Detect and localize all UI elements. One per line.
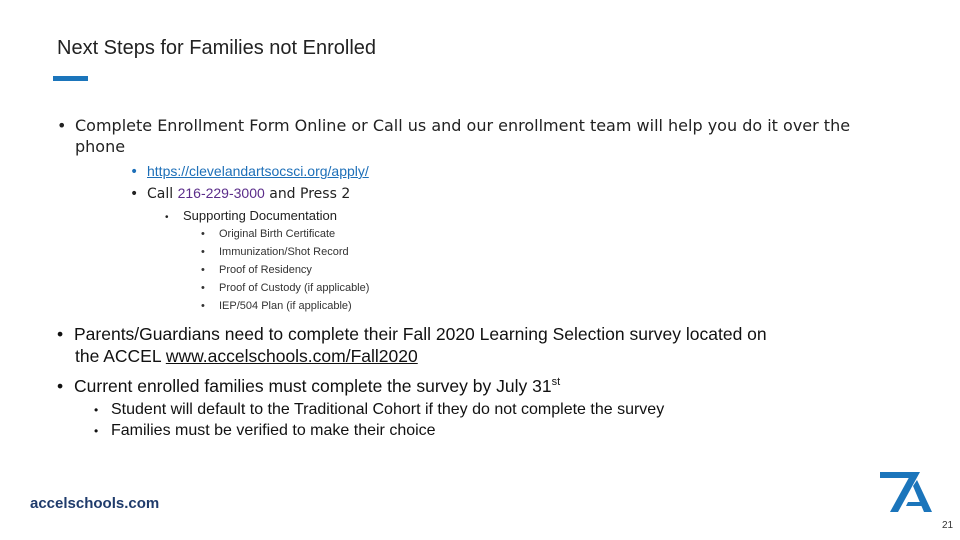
page-number: 21: [942, 520, 954, 531]
bullet-survey-prefix: the ACCEL: [75, 346, 161, 366]
bullet-icon: •: [57, 116, 67, 135]
bullet-icon: •: [201, 228, 205, 240]
title-accent-bar: [53, 76, 88, 81]
bullet-enrollment-text-cont: phone: [75, 137, 126, 156]
bullet-icon: •: [201, 282, 205, 294]
bullet-icon: •: [201, 300, 205, 312]
call-prefix: Call: [147, 186, 174, 202]
supporting-docs-label: Supporting Documentation: [183, 208, 337, 223]
doc-item: [201, 246, 349, 258]
bullet-icon: •: [201, 264, 205, 276]
call-suffix: and Press 2: [269, 186, 351, 202]
accel-logo-icon: [878, 466, 934, 514]
bullet-url: [130, 163, 369, 180]
bullet-call: [130, 185, 350, 202]
slide-title: Next Steps for Families not Enrolled: [57, 37, 377, 59]
doc-item: [201, 300, 352, 312]
survey-link[interactable]: www.accelschools.com/Fall2020: [165, 346, 418, 366]
bullet-icon: •: [94, 424, 99, 438]
bullet-icon: •: [165, 212, 169, 223]
bullet-enrollment-text: Complete Enrollment Form Online or Call us and our enrollment team will help you do it over the: [75, 116, 851, 135]
doc-item: [201, 228, 335, 240]
bullet-icon: •: [94, 403, 99, 417]
phone-number: 216-229-3000: [177, 185, 265, 201]
sub-bullet-text: Families must be verified to make their choice: [111, 422, 436, 439]
bullet-icon: •: [130, 186, 139, 202]
bullet-icon: •: [57, 324, 64, 344]
apply-link[interactable]: https://clevelandartsocsci.org/apply/: [147, 163, 369, 179]
bullet-icon: •: [130, 164, 139, 180]
sub-bullet-verified: [94, 422, 436, 440]
doc-item-text: Immunization/Shot Record: [219, 246, 349, 258]
doc-item: [201, 282, 369, 294]
sub-bullet-default: [94, 401, 664, 419]
bullet-icon: •: [57, 376, 64, 396]
bullet-deadline-text: Current enrolled families must complete the survey by July 31: [74, 376, 552, 396]
footer-logo-text: accelschools.com: [30, 495, 160, 512]
doc-item-text: Proof of Custody (if applicable): [219, 282, 370, 294]
bullet-icon: •: [201, 246, 205, 258]
bullet-enrollment-form: [57, 115, 850, 137]
bullet-survey-text: Parents/Guardians need to complete their Fall 2020 Learning Selection survey located on: [74, 324, 767, 344]
bullet-deadline: [57, 376, 560, 397]
bullet-survey: [57, 324, 767, 345]
bullet-survey-cont: [75, 346, 418, 367]
doc-item-text: IEP/504 Plan (if applicable): [219, 300, 352, 312]
doc-item-text: Proof of Residency: [219, 264, 312, 276]
doc-item: [201, 264, 312, 276]
bullet-supporting-docs: [165, 208, 337, 223]
doc-item-text: Original Birth Certificate: [219, 228, 336, 240]
sub-bullet-text: Student will default to the Traditional Cohort if they do not complete the survey: [111, 401, 665, 418]
date-suffix: st: [551, 376, 561, 389]
